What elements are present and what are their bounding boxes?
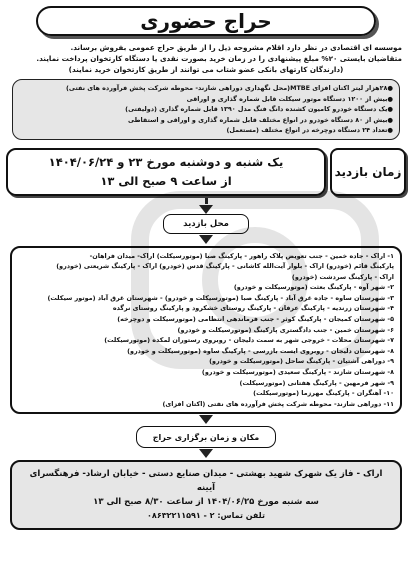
list-item: ۸- شهرستان شازند - پارکینگ سعیدی (موتورسیکلت و خودرو) [201,368,394,377]
intro-paragraph [6,42,406,75]
contact-phone: تلفن تماس: ۲ - ۰۸۶۳۲۲۱۱۵۹۱ [147,511,265,521]
visit-time-box [6,148,326,196]
arrow-down-icon [199,235,213,244]
connector-line [205,196,208,204]
list-item: ۴- شهرستان زرندیه - پارکینگ عرفان - پارکینگ روستای خشکرود و پارکینگ روستای نرگده [112,304,394,313]
arrow-down-icon [199,449,213,458]
arrow-down-icon [199,415,213,424]
list-item: ۶- شهرستان خمین - جنب دادگستری پارکینگ (موتورسیکلت و خودرو) [177,325,394,334]
visit-time-row [6,148,406,196]
page-title [36,6,376,36]
visit-time-label-text: زمان بازدید [334,164,402,179]
list-item: ۲- شهر آوه - پارکینگ بعثت (موتورسیکلت و خودرو) [233,283,394,292]
visit-hours: از ساعت ۹ صبح الی ۱۳ [100,173,232,188]
list-item: ●یک دستگاه خودرو کامیون کشنده دانگ فنگ مدل ۱۳۹۰ قابل شماره گذاری (دولیفتی) [125,105,393,113]
list-item: پارکینگ قائم (خودرو) اراک - بلوار آیت‌الله کاشانی - پارکینگ قدس (خودرو) اراک - پارکینگ شریعتی (خودرو) [56,262,394,271]
visit-place-label-text: محل بازدید [183,218,229,229]
page-title-text: حراج حضوری [140,9,272,33]
list-item: ۸- شهرستان دلیجان - روبروی ایست بازرسی - پارکینگ ساوه (موتورسیکلت و خودرو) [127,346,394,355]
list-item: ●بیش از ۸۰ دستگاه خودرو در انواع مختلف قابل شماره گذاری و اوراقی و استقاطی [128,115,393,124]
auction-details [10,460,402,530]
list-item: ۱۰- آهنگران - پارکینگ مهرزما (موتورسیکلت) [253,389,394,398]
intro-line: (دارندگان کارتهای بانکی عضو شتاب می توانند از طریق کارتخوان خرید نمایند) [68,65,344,74]
list-item: ۱- اراک - جاده خمین - جنب تعویض پلاک راهور - پارکینگ صبا (موتورسیکلت) اراک- میدان فراهان- [89,251,394,260]
visit-date: یک شنبه و دوشنبه مورخ ۲۳ و ۱۴۰۴/۰۶/۲۴ [48,154,284,169]
list-item: ●تعداد ۲۴ دستگاه دوچرخه در انواع مختلف (مستعمل) [226,126,393,134]
auction-address: اراک - فاز یک شهرک شهید بهشتی - میدان صنایع دستی - خیابان ارشاد- فرهنگسرای آیینه [29,469,383,494]
auction-place-label [136,426,276,448]
list-item: ۹- دوراهی آشتیان - پارکینگ ساحل (موتورسیکلت و خودرو) [209,357,394,366]
visit-place-label [163,214,249,234]
list-item: ●۲۸هزار لیتر اکتان افزای MTBE(محل نگهداری دوراهی شازند- محوطه شرکت پخش فرآورده های نفتی) [66,84,393,92]
list-item: ۳- شهرستان ساوه - جاده غرق آباد - پارکینگ صبا (موتورسیکلت و خودرو) - شهرستان غرق آباد (موتور سیکلت) [47,293,394,302]
items-list [12,79,400,140]
list-item: ۹- شهر فرمهین - پارکینگ هفتانی (موتورسیکلت) [239,378,394,387]
locations-list [10,246,402,415]
list-item: ●بیش از ۱۲۰۰ دستگاه موتور سیکلت قابل شماره گذاری و اوراقی [186,94,393,103]
list-item: ۵- شهرستان کمیجان - پارکینگ کوثر - جنب فرماندهی انتظامی (موتورسیکلت و دوچرخه) [117,315,394,324]
visit-time-label [330,148,406,196]
auction-date: سه شنبه مورخ ۱۴۰۴/۰۶/۲۵ از ساعت ۸/۳۰ صبح الی ۱۳ [93,497,319,508]
arrow-down-icon [199,205,213,214]
list-item: اراک - پارکینگ سردشت (خودرو) [291,272,394,281]
list-item: ۱۱- دوراهی شازند- محوطه شرکت پخش فرآورده های نفتی (اکتان افزای) [162,399,394,408]
list-item: ۷- شهرستان محلات - خروجی شهر به سمت دلیجان - روبروی رستوران لمکده (موتورسیکلت) [104,336,394,345]
intro-line: متقاضیان بایستی ۲۰% مبلغ پیشنهادی را در زمان خرید بصورت نقدی یا دستگاه کارتخوان پرداخت نمایند. [36,54,402,63]
auction-place-label-text: مکان و زمان برگزاری حراج [152,432,260,442]
intro-line: موسسه ای اقتصادی در نظر دارد اقلام مشروحه ذیل را از طریق حراج عمومی بفروش برساند. [70,43,402,52]
